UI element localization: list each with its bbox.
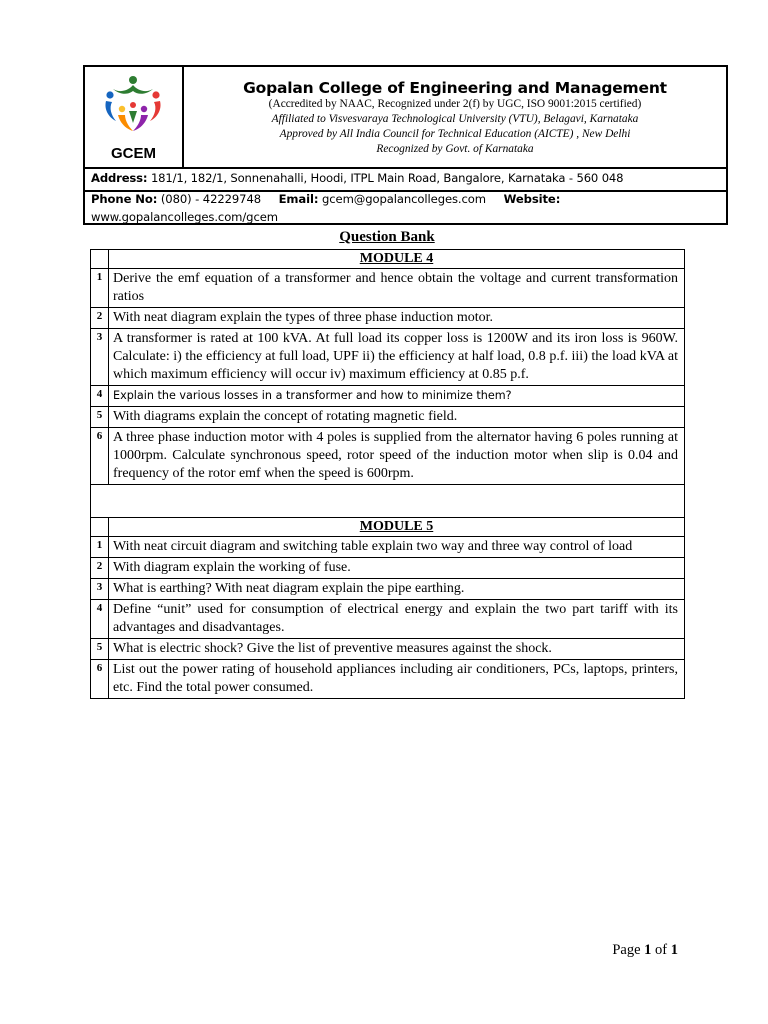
table-row: [91, 329, 685, 386]
table-row: [91, 558, 685, 579]
address-label: Address:: [91, 171, 148, 185]
question-number: 6: [91, 660, 109, 699]
question-text: What is electric shock? Give the list of preventive measures against the shock.: [109, 639, 685, 660]
question-bank-table: [90, 249, 685, 699]
recognition-line: Recognized by Govt. of Karnataka: [376, 143, 534, 155]
question-number: 5: [91, 639, 109, 660]
page-label: Page: [612, 942, 641, 958]
contact-block: [85, 190, 726, 226]
table-row: [91, 407, 685, 428]
question-number: 5: [91, 407, 109, 428]
question-text: Explain the various losses in a transformer and how to minimize them?: [109, 386, 685, 407]
question-text: A transformer is rated at 100 kVA. At full load its copper loss is 1200W and its iron loss is 960W. Calculate: i) the efficiency at full load, UPF ii) the efficiency at half load, 0.8 p.f. iii) the load kVA at which maximum efficiency will occur iv) maximum efficiency at 0.85 p.f.: [109, 329, 685, 386]
question-number: 3: [91, 329, 109, 386]
question-text: What is earthing? With neat diagram explain the pipe earthing.: [109, 579, 685, 600]
college-title-block: [184, 67, 726, 167]
question-text: With neat diagram explain the types of three phase induction motor.: [109, 308, 685, 329]
question-number: 1: [91, 269, 109, 308]
website-label: Website:: [503, 192, 561, 206]
college-header: [83, 65, 728, 225]
question-text: Derive the emf equation of a transformer and hence obtain the voltage and current transformation ratios: [109, 269, 685, 308]
page-current: 1: [644, 942, 652, 958]
email-address[interactable]: gcem@gopalancolleges.com: [322, 192, 486, 206]
question-number: 4: [91, 600, 109, 639]
email-label: Email:: [278, 192, 319, 206]
gcem-logo-icon: [98, 71, 168, 143]
question-number: 1: [91, 537, 109, 558]
question-bank-title: Question Bank: [339, 229, 435, 245]
accreditation-line: (Accredited by NAAC, Recognized under 2(f) by UGC, ISO 9001:2015 certified): [268, 98, 642, 110]
table-row: [91, 308, 685, 329]
table-row: [91, 660, 685, 699]
question-number: 3: [91, 579, 109, 600]
table-row: [91, 428, 685, 485]
page-of: of: [655, 942, 668, 958]
college-name: Gopalan College of Engineering and Management: [243, 79, 667, 97]
table-row: [91, 269, 685, 308]
phone-number: (080) - 42229748: [160, 192, 262, 206]
logo-cell: [85, 67, 184, 167]
table-row: [91, 639, 685, 660]
table-row: [91, 600, 685, 639]
logo-text: GCEM: [111, 145, 156, 162]
module-5-title: MODULE 5: [109, 518, 685, 537]
question-text: Define “unit” used for consumption of electrical energy and explain the two part tariff with its advantages and disadvantages.: [109, 600, 685, 639]
table-row: [91, 579, 685, 600]
question-number: 2: [91, 308, 109, 329]
page-number: [612, 942, 678, 959]
module-5-header-row: [91, 518, 685, 537]
website-url[interactable]: www.gopalancolleges.com/gcem: [91, 210, 278, 224]
address-text: 181/1, 182/1, Sonnenahalli, Hoodi, ITPL Main Road, Bangalore, Karnataka - 560 048: [150, 171, 624, 185]
affiliation-line: Affiliated to Visvesvaraya Technological University (VTU), Belagavi, Karnataka: [271, 113, 639, 125]
question-text: List out the power rating of household appliances including air conditioners, PCs, laptops, printers, etc. Find the total power consumed.: [109, 660, 685, 699]
question-text: A three phase induction motor with 4 poles is supplied from the alternator having 6 poles running at 1000rpm. Calculate synchronous speed, rotor speed of the induction motor when slip is 0.04 and frequency of the rotor emf when the speed is 600rpm.: [109, 428, 685, 485]
table-row: [91, 386, 685, 407]
module-4-header-row: [91, 250, 685, 269]
question-number: 2: [91, 558, 109, 579]
table-row: [91, 537, 685, 558]
module-4-title: MODULE 4: [109, 250, 685, 269]
address-row: [85, 167, 726, 192]
question-text: With neat circuit diagram and switching table explain two way and three way control of load: [109, 537, 685, 558]
question-number: 6: [91, 428, 109, 485]
approval-line: Approved by All India Council for Technical Education (AICTE) , New Delhi: [279, 128, 631, 140]
question-text: With diagram explain the working of fuse.: [109, 558, 685, 579]
page-total: 1: [670, 942, 678, 958]
spacer-row: [91, 485, 685, 518]
phone-label: Phone No:: [91, 192, 158, 206]
question-number: 4: [91, 386, 109, 407]
question-text: With diagrams explain the concept of rotating magnetic field.: [109, 407, 685, 428]
